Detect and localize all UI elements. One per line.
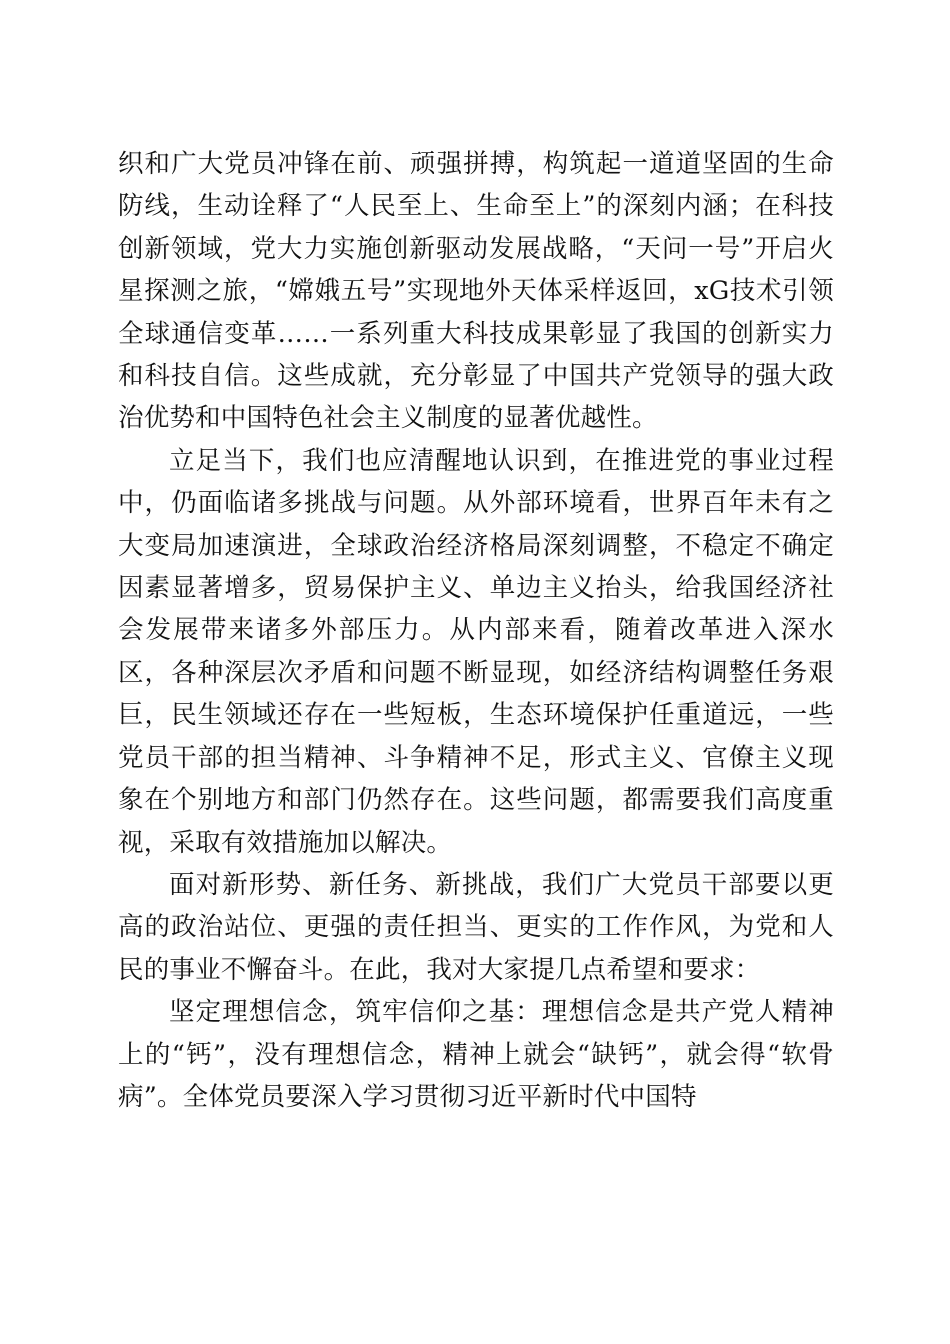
paragraph-expectations: 面对新形势、新任务、新挑战，我们广大党员干部要以更高的政治站位、更强的责任担当、更实的工作作风，为党和人民的事业不懈奋斗。在此，我对大家提几点希望和要求：	[118, 869, 834, 985]
paragraph-achievements: 织和广大党员冲锋在前、顽强拼搏，构筑起一道道坚固的生命防线，生动诠释了“人民至上、生命至上”的深刻内涵；在科技创新领域，党大力实施创新驱动发展战略，“天问一号”开启火星探测之旅，“嫦娥五号”实现地外天体采样返回，xG技术引领全球通信变革……一系列重大科技成果彰显了我国的创新实力和科技自信。这些成就，充分彰显了中国共产党领导的强大政治优势和中国特色社会主义制度的显著优越性。	[118, 149, 834, 434]
document-body	[118, 143, 834, 1118]
paragraph-challenges: 立足当下，我们也应清醒地认识到，在推进党的事业过程中，仍面临诸多挑战与问题。从外部环境看，世界百年未有之大变局加速演进，全球政治经济格局深刻调整，不稳定不确定因素显著增多，贸易保护主义、单边主义抬头，给我国经济社会发展带来诸多外部压力。从内部来看，随着改革进入深水区，各种深层次矛盾和问题不断显现，如经济结构调整任务艰巨，民生领域还存在一些短板，生态环境保护任重道远，一些党员干部的担当精神、斗争精神不足，形式主义、官僚主义现象在个别地方和部门仍然存在。这些问题，都需要我们高度重视，采取有效措施加以解决。	[118, 445, 834, 858]
paragraph-ideals: 坚定理想信念，筑牢信仰之基：理想信念是共产党人精神上的“钙”，没有理想信念，精神上就会“缺钙”，就会得“软骨病”。全体党员要深入学习贯彻习近平新时代中国特	[118, 997, 834, 1112]
